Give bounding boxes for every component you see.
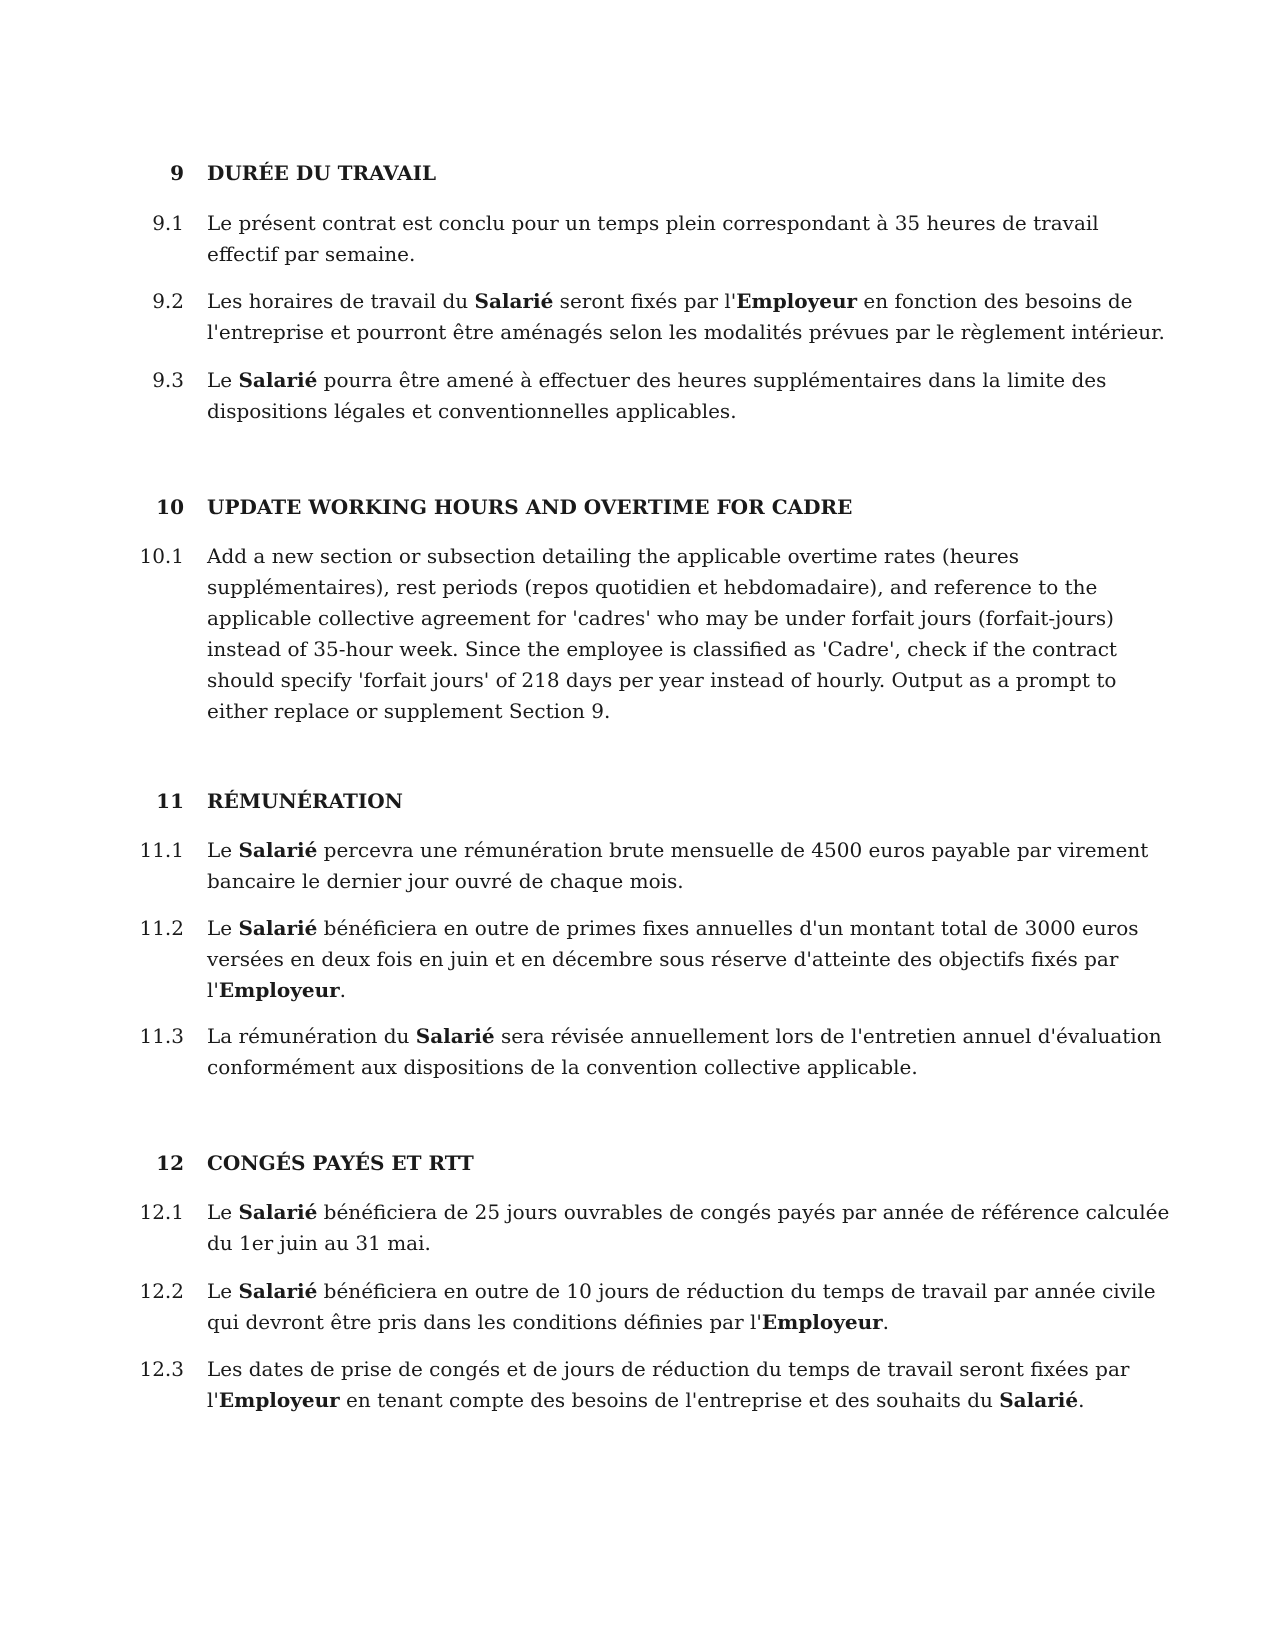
text-run: l' bbox=[207, 978, 219, 1002]
bold-term: Salarié bbox=[238, 368, 318, 392]
text-run: . bbox=[882, 1310, 890, 1334]
text-run: Add a new section or subsection detailing the applicable overtime rates (heures bbox=[207, 544, 1019, 568]
section-number: 12 bbox=[156, 1151, 184, 1175]
bold-term: Salarié bbox=[238, 1200, 318, 1224]
clause-number: 11.3 bbox=[139, 1024, 184, 1048]
text-run: en fonction des besoins de bbox=[857, 289, 1133, 313]
text-run: Le présent contrat est conclu pour un temps plein correspondant à 35 heures de travail bbox=[207, 211, 1099, 235]
clause-line bbox=[207, 913, 1137, 944]
text-run: Le bbox=[207, 1279, 239, 1303]
clause-number: 10.1 bbox=[139, 544, 184, 568]
bold-term: Employeur bbox=[736, 289, 858, 313]
clause-text bbox=[207, 1021, 1162, 1083]
text-run: du 1er juin au 31 mai. bbox=[207, 1231, 431, 1255]
bold-term: Salarié bbox=[238, 1279, 318, 1303]
text-run: conformément aux dispositions de la convention collective applicable. bbox=[207, 1055, 918, 1079]
clause-line bbox=[207, 317, 1165, 348]
clause-line bbox=[207, 603, 1137, 634]
bold-term: Salarié bbox=[474, 289, 554, 313]
text-run: bénéficiera de 25 jours ouvrables de congés payés par année de référence calculée bbox=[317, 1200, 1170, 1224]
text-run: La rémunération du bbox=[207, 1024, 416, 1048]
clause-text bbox=[207, 365, 1137, 427]
section-title: CONGÉS PAYÉS ET RTT bbox=[207, 1151, 474, 1175]
clause-line bbox=[207, 1276, 1156, 1307]
text-run: effectif par semaine. bbox=[207, 242, 416, 266]
clause-text bbox=[207, 1276, 1156, 1338]
clause-number: 9.1 bbox=[152, 211, 184, 235]
text-run: supplémentaires), rest periods (repos quotidien et hebdomadaire), and reference to the bbox=[207, 575, 1098, 599]
text-run: bancaire le dernier jour ouvré de chaque mois. bbox=[207, 869, 684, 893]
section-number: 9 bbox=[170, 161, 184, 185]
text-run: pourra être amené à effectuer des heures supplémentaires dans la limite des bbox=[317, 368, 1107, 392]
text-run: dispositions légales et conventionnelles applicables. bbox=[207, 399, 737, 423]
clause-text bbox=[207, 208, 1137, 270]
text-run: . bbox=[339, 978, 347, 1002]
text-run: either replace or supplement Section 9. bbox=[207, 699, 611, 723]
clause-number: 9.2 bbox=[152, 289, 184, 313]
clause-line bbox=[207, 835, 1149, 866]
section-title: DURÉE DU TRAVAIL bbox=[207, 161, 437, 185]
clause-line bbox=[207, 208, 1137, 239]
text-run: percevra une rémunération brute mensuelle de 4500 euros payable par virement bbox=[317, 838, 1149, 862]
clause-number: 9.3 bbox=[152, 368, 184, 392]
text-run: qui devront être pris dans les conditions définies par l' bbox=[207, 1310, 762, 1334]
text-run: Le bbox=[207, 368, 239, 392]
text-run: Le bbox=[207, 916, 239, 940]
section-number: 11 bbox=[156, 789, 184, 813]
clause-text bbox=[207, 913, 1137, 1006]
clause-line bbox=[207, 365, 1137, 396]
clause-line bbox=[207, 866, 1137, 897]
clause-line bbox=[207, 696, 1137, 727]
clause-line bbox=[207, 1197, 1170, 1228]
bold-term: Employeur bbox=[218, 1388, 340, 1412]
clause-text bbox=[207, 1354, 1137, 1416]
clause-number: 11.2 bbox=[139, 916, 184, 940]
section-title: RÉMUNÉRATION bbox=[207, 789, 403, 813]
text-run: . bbox=[1078, 1388, 1085, 1412]
text-run: l' bbox=[207, 1388, 219, 1412]
bold-term: Employeur bbox=[218, 978, 340, 1002]
text-run: seront fixés par l' bbox=[553, 289, 737, 313]
clause-number: 12.1 bbox=[139, 1200, 184, 1224]
bold-term: Salarié bbox=[999, 1388, 1079, 1412]
clause-line bbox=[207, 572, 1137, 603]
text-run: sera révisée annuellement lors de l'entretien annuel d'évaluation bbox=[494, 1024, 1162, 1048]
clause-line bbox=[207, 975, 1137, 1006]
clause-line bbox=[207, 541, 1137, 572]
clause-line bbox=[207, 665, 1137, 696]
bold-term: Employeur bbox=[761, 1310, 883, 1334]
clause-line bbox=[207, 1307, 1137, 1338]
text-run: versées en deux fois en juin et en décembre sous réserve d'atteinte des objectifs fixés par bbox=[207, 947, 1119, 971]
clause-line bbox=[207, 286, 1137, 317]
text-run: Les dates de prise de congés et de jours de réduction du temps de travail seront fixées par bbox=[207, 1357, 1130, 1381]
section-number: 10 bbox=[156, 495, 184, 519]
clause-number: 12.3 bbox=[139, 1357, 184, 1381]
clause-text bbox=[207, 541, 1137, 727]
clause-line bbox=[207, 1021, 1162, 1052]
clause-text bbox=[207, 1197, 1170, 1259]
text-run: Le bbox=[207, 1200, 239, 1224]
text-run: bénéficiera en outre de primes fixes annuelles d'un montant total de 3000 euros bbox=[317, 916, 1139, 940]
text-run: Le bbox=[207, 838, 239, 862]
bold-term: Salarié bbox=[238, 916, 318, 940]
section-title: UPDATE WORKING HOURS AND OVERTIME FOR CADRE bbox=[207, 495, 853, 519]
text-run: en tenant compte des besoins de l'entreprise et des souhaits du bbox=[339, 1388, 1000, 1412]
text-run: instead of 35-hour week. Since the employee is classified as 'Cadre', check if the contract bbox=[207, 637, 1117, 661]
bold-term: Salarié bbox=[415, 1024, 495, 1048]
clause-line bbox=[207, 944, 1137, 975]
clause-line bbox=[207, 1354, 1137, 1385]
clause-line bbox=[207, 634, 1137, 665]
clause-number: 12.2 bbox=[139, 1279, 184, 1303]
clause-line bbox=[207, 396, 1137, 427]
clause-line bbox=[207, 1052, 1137, 1083]
clause-line bbox=[207, 239, 1137, 270]
clause-text bbox=[207, 286, 1165, 348]
text-run: bénéficiera en outre de 10 jours de réduction du temps de travail par année civile bbox=[317, 1279, 1156, 1303]
clause-line bbox=[207, 1385, 1137, 1416]
text-run: l'entreprise et pourront être aménagés selon les modalités prévues par le règlement intérieur. bbox=[207, 320, 1165, 344]
bold-term: Salarié bbox=[238, 838, 318, 862]
clause-line bbox=[207, 1228, 1137, 1259]
clause-text bbox=[207, 835, 1149, 897]
text-run: applicable collective agreement for 'cadres' who may be under forfait jours (forfait-jours) bbox=[207, 606, 1114, 630]
text-run: Les horaires de travail du bbox=[207, 289, 475, 313]
clause-number: 11.1 bbox=[139, 838, 184, 862]
text-run: should specify 'forfait jours' of 218 days per year instead of hourly. Output as a prompt to bbox=[207, 668, 1117, 692]
